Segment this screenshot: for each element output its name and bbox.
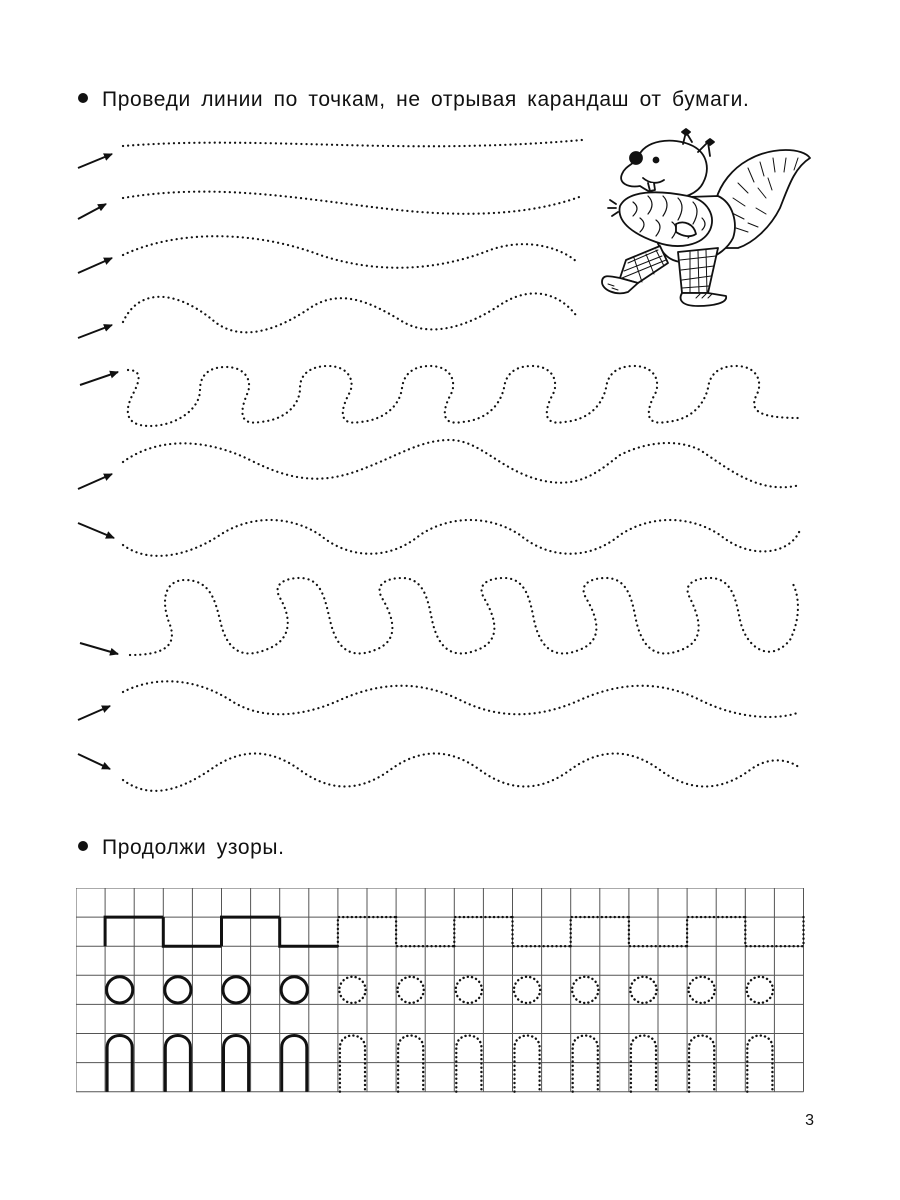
instruction-continue-patterns xyxy=(78,836,285,860)
arch-example xyxy=(107,1036,132,1092)
squirrel-eye xyxy=(654,158,659,163)
arch-dotted[interactable] xyxy=(747,1036,772,1092)
bullet-icon xyxy=(78,841,88,851)
circle-dotted[interactable] xyxy=(689,977,715,1003)
pattern-row-arches xyxy=(107,1036,772,1092)
tracing-line-7[interactable] xyxy=(123,520,800,556)
arrow-icon xyxy=(78,325,112,338)
circle-example xyxy=(223,977,249,1003)
arrow-icon xyxy=(78,706,110,720)
circle-example xyxy=(165,977,191,1003)
arch-example xyxy=(165,1036,190,1092)
arrow-icon xyxy=(78,154,112,168)
arch-dotted[interactable] xyxy=(398,1036,423,1092)
squirrel-icon xyxy=(598,128,813,313)
circle-example xyxy=(281,977,307,1003)
tracing-line-9[interactable] xyxy=(123,681,800,717)
arrow-icon xyxy=(78,474,112,489)
circle-dotted[interactable] xyxy=(398,977,424,1003)
tracing-line-3[interactable] xyxy=(123,236,578,268)
arrow-icon xyxy=(78,258,112,273)
squirrel-head xyxy=(621,141,707,199)
tracing-line-1[interactable] xyxy=(123,140,582,146)
squirrel-nose xyxy=(630,152,642,164)
tracing-line-5[interactable] xyxy=(128,366,800,426)
arrow-icon xyxy=(80,372,118,385)
tracing-line-2[interactable] xyxy=(123,192,582,214)
tracing-line-10[interactable] xyxy=(123,754,800,791)
arch-dotted[interactable] xyxy=(515,1036,540,1092)
tracing-line-8[interactable] xyxy=(130,578,798,655)
tracing-line-4[interactable] xyxy=(123,293,578,332)
circle-dotted[interactable] xyxy=(456,977,482,1003)
arrow-icon xyxy=(78,523,114,538)
pattern-grid[interactable] xyxy=(76,888,818,1094)
arch-dotted[interactable] xyxy=(456,1036,481,1092)
grid-lines xyxy=(76,888,804,1092)
circle-dotted[interactable] xyxy=(514,977,540,1003)
circle-dotted[interactable] xyxy=(339,977,365,1003)
squirrel-shoe-right xyxy=(681,293,727,306)
arrow-icon xyxy=(80,643,118,654)
arch-dotted[interactable] xyxy=(689,1036,714,1092)
arch-example xyxy=(224,1036,249,1092)
tracing-line-6[interactable] xyxy=(123,440,800,487)
arrow-icon xyxy=(78,204,106,219)
instruction-trace-lines-text: Проведи линии по точкам, не отрывая карандаш от бумаги. xyxy=(102,88,750,111)
arch-example xyxy=(282,1036,307,1092)
squirrel-teeth xyxy=(648,183,655,191)
arrow-icon xyxy=(78,754,110,769)
instruction-continue-patterns-text: Продолжи узоры. xyxy=(102,836,285,859)
arch-dotted[interactable] xyxy=(340,1036,365,1092)
pine-cone-stem xyxy=(608,200,618,216)
pattern-row-circles xyxy=(107,977,773,1003)
circle-dotted[interactable] xyxy=(572,977,598,1003)
page-number: 3 xyxy=(805,1112,814,1129)
squirrel-pants-left xyxy=(620,246,668,283)
circle-example xyxy=(107,977,133,1003)
arch-dotted[interactable] xyxy=(573,1036,598,1092)
circle-dotted[interactable] xyxy=(630,977,656,1003)
arch-dotted[interactable] xyxy=(631,1036,656,1092)
circle-dotted[interactable] xyxy=(747,977,773,1003)
